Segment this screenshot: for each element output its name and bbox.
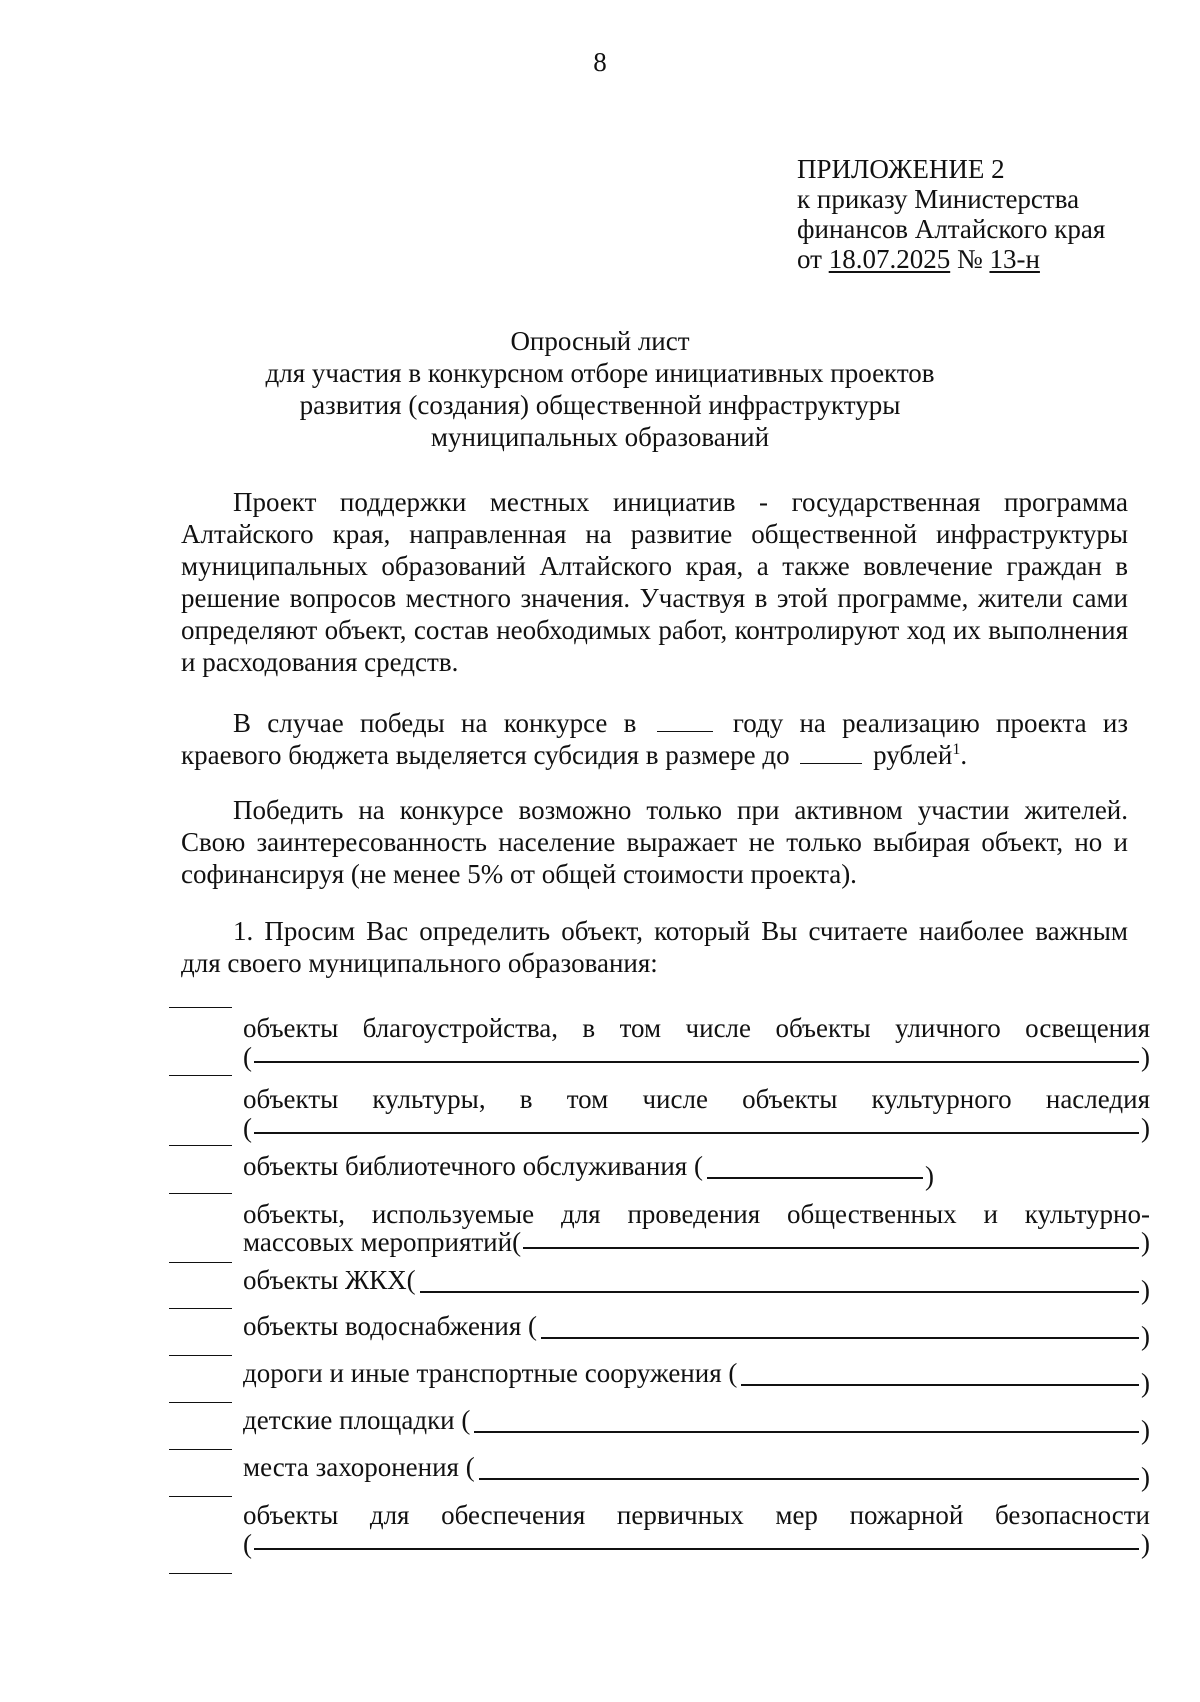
page-number: 8 xyxy=(593,47,607,77)
open-paren: ( xyxy=(243,1042,252,1072)
appendix-number: 13-н xyxy=(989,244,1040,274)
option-burial-sites xyxy=(243,1451,1150,1492)
form-title-line-4: муниципальных образований xyxy=(430,422,770,452)
form-title xyxy=(0,325,1200,453)
option-fire-safety xyxy=(243,1500,1150,1559)
footnote-marker: 1 xyxy=(952,741,961,758)
intro-paragraph: Проект поддержки местных инициатив - государственная программа Алтайского края, направленная на развитие общественной инфраструктуры муниципальных образований Алтайского края, а также вовлечение граждан в решение вопросов местного значения. Участвуя в этой программе, жители сами определяют объект, состав необходимых работ, контролируют ход их выполнения и расходования средств. xyxy=(181,487,1128,677)
option-label: объекты библиотечного обслуживания ( xyxy=(243,1151,703,1181)
close-paren: ) xyxy=(1141,1321,1150,1351)
open-paren: ( xyxy=(243,1529,252,1559)
option-input-row xyxy=(243,1227,1150,1257)
close-paren: ) xyxy=(1141,1227,1150,1257)
option-label: объекты культуры, в том числе объекты культурного наследия xyxy=(243,1084,1150,1114)
option-detail-input[interactable] xyxy=(523,1229,1139,1249)
option-public-events xyxy=(243,1199,1150,1257)
option-checkbox-9[interactable] xyxy=(169,1449,232,1450)
option-input-row xyxy=(243,1529,1150,1559)
appendix-date-line xyxy=(797,244,1105,274)
subsidy-end: . xyxy=(960,740,968,770)
option-input-row xyxy=(243,1113,1150,1143)
question-1: 1. Просим Вас определить объект, который Вы считаете наиболее важным для своего муниципального образования: xyxy=(181,916,1128,978)
option-checkbox-8[interactable] xyxy=(169,1402,232,1403)
option-detail-input[interactable] xyxy=(254,1114,1139,1134)
close-paren: ) xyxy=(1141,1368,1150,1398)
appendix-title: ПРИЛОЖЕНИЕ 2 xyxy=(797,154,1005,184)
option-checkbox-4[interactable] xyxy=(169,1193,232,1194)
option-checkbox-1[interactable] xyxy=(169,1007,232,1008)
option-label: детские площадки ( xyxy=(243,1405,471,1435)
close-paren: ) xyxy=(1141,1275,1150,1305)
subsidy-text-3: рублей xyxy=(873,740,953,770)
option-input-row xyxy=(243,1042,1150,1072)
appendix-header xyxy=(797,154,1105,274)
option-library xyxy=(243,1150,1150,1191)
option-label: объекты, используемые для проведения общественных и культурно- xyxy=(243,1199,1150,1229)
option-detail-input[interactable] xyxy=(254,1043,1139,1063)
option-checkbox-3[interactable] xyxy=(169,1145,232,1146)
form-title-line-1: Опросный лист xyxy=(510,326,690,356)
option-detail-input[interactable] xyxy=(420,1271,1139,1293)
appendix-date-prefix: от xyxy=(797,244,822,274)
option-checkbox-2[interactable] xyxy=(169,1075,232,1076)
form-title-line-2: для участия в конкурсном отборе инициативных проектов xyxy=(265,358,935,388)
option-culture xyxy=(243,1084,1150,1143)
appendix-line-2: финансов Алтайского края xyxy=(797,214,1106,244)
appendix-number-sign: № xyxy=(956,244,983,274)
option-detail-input[interactable] xyxy=(741,1364,1139,1386)
option-checkbox-6[interactable] xyxy=(169,1308,232,1309)
option-label-cont: массовых мероприятий( xyxy=(243,1227,522,1257)
option-detail-input[interactable] xyxy=(707,1157,923,1179)
option-label: дороги и иные транспортные сооружения ( xyxy=(243,1358,738,1388)
participation-paragraph: Победить на конкурсе возможно только при активном участии жителей. Свою заинтересованность население выражает не только выбирая объект, но и софинансируя (не менее 5% от общей стоимости проекта). xyxy=(181,795,1128,889)
close-paren: ) xyxy=(924,1161,934,1191)
option-checkbox-10[interactable] xyxy=(169,1496,232,1497)
option-label: объекты водоснабжения ( xyxy=(243,1311,537,1341)
option-detail-input[interactable] xyxy=(254,1530,1139,1550)
close-paren: ) xyxy=(1141,1415,1150,1445)
option-roads xyxy=(243,1357,1150,1398)
close-paren: ) xyxy=(1141,1042,1150,1072)
option-checkbox-11[interactable] xyxy=(169,1573,232,1574)
option-checkbox-5[interactable] xyxy=(169,1262,232,1263)
option-improvement xyxy=(243,1013,1150,1072)
option-housing xyxy=(243,1264,1150,1305)
subsidy-paragraph xyxy=(181,707,1128,771)
appendix-line-1: к приказу Министерства xyxy=(797,184,1080,214)
year-blank[interactable] xyxy=(657,707,713,732)
option-playgrounds xyxy=(243,1404,1150,1445)
open-paren: ( xyxy=(243,1113,252,1143)
amount-blank[interactable] xyxy=(800,739,862,764)
close-paren: ) xyxy=(1141,1113,1150,1143)
form-title-line-3: развития (создания) общественной инфраструктуры xyxy=(299,390,901,420)
close-paren: ) xyxy=(1141,1462,1150,1492)
option-label: объекты благоустройства, в том числе объекты уличного освещения xyxy=(243,1013,1150,1043)
appendix-date: 18.07.2025 xyxy=(828,244,951,274)
option-detail-input[interactable] xyxy=(541,1317,1139,1339)
option-detail-input[interactable] xyxy=(479,1458,1139,1480)
close-paren: ) xyxy=(1141,1529,1150,1559)
option-checkbox-7[interactable] xyxy=(169,1355,232,1356)
option-label: объекты для обеспечения первичных мер пожарной безопасности xyxy=(243,1500,1150,1530)
subsidy-text-1: В случае победы на конкурсе в xyxy=(233,708,637,738)
subsidy-text-2: году на реализацию проекта из краевого бюджета выделяется субсидия в размере до xyxy=(181,708,1129,770)
option-detail-input[interactable] xyxy=(474,1411,1139,1433)
option-label: места захоронения ( xyxy=(243,1452,475,1482)
option-water-supply xyxy=(243,1310,1150,1351)
option-label: объекты ЖКХ( xyxy=(243,1265,416,1295)
